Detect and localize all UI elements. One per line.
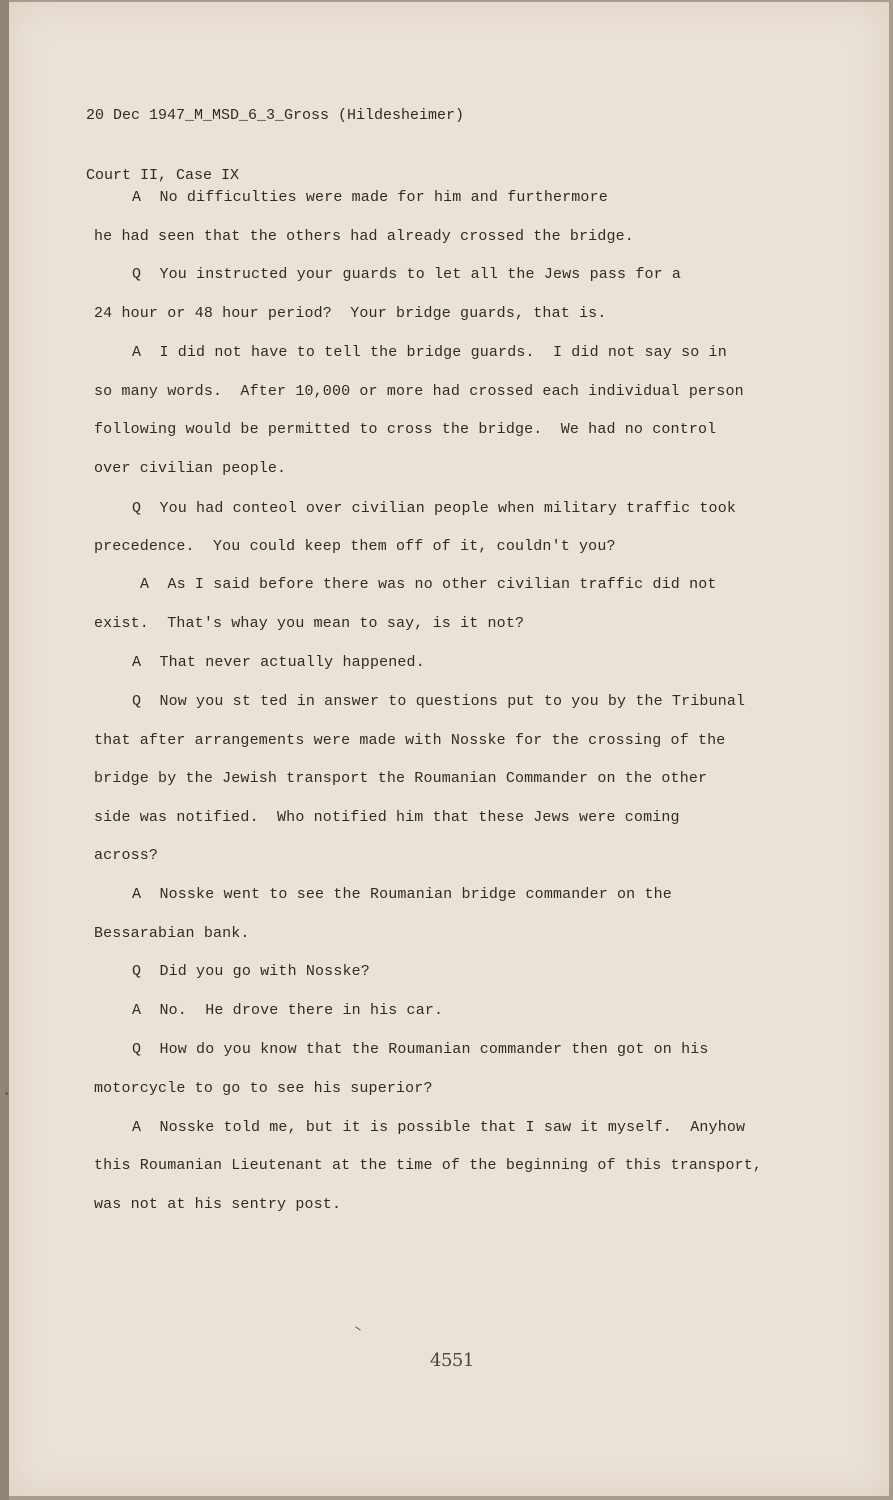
body-line: Q How do you know that the Roumanian commander then got on his (132, 1041, 709, 1058)
body-line: A Nosske went to see the Roumanian bridge commander on the (132, 886, 672, 903)
body-line: Q Did you go with Nosske? (132, 963, 370, 980)
body-line: precedence. You could keep them off of it, couldn't you? (94, 538, 616, 555)
body-line: A That never actually happened. (132, 654, 425, 671)
body-line: A As I said before there was no other civilian traffic did not (140, 576, 717, 593)
page-number: 4551 (430, 1350, 474, 1371)
body-line: following would be permitted to cross the bridge. We had no control (94, 421, 717, 438)
body-line: A Nosske told me, but it is possible that I saw it myself. Anyhow (132, 1119, 746, 1136)
body-line: over civilian people. (94, 460, 287, 477)
document-header (86, 66, 464, 206)
body-line: this Roumanian Lieutenant at the time of the beginning of this transport, (94, 1157, 763, 1174)
body-line: side was notified. Who notified him that these Jews were coming (94, 809, 680, 826)
body-line: bridge by the Jewish transport the Roumanian Commander on the other (94, 770, 708, 787)
body-line: Q Now you st ted in answer to questions put to you by the Tribunal (132, 693, 746, 710)
body-line: motorcycle to go to see his superior? (94, 1080, 433, 1097)
scan-mark (5, 1092, 8, 1095)
header-court-line: Court II, Case IX (86, 167, 240, 184)
body-line: 24 hour or 48 hour period? Your bridge guards, that is. (94, 305, 607, 322)
body-line: A I did not have to tell the bridge guards. I did not say so in (132, 344, 727, 361)
body-line: A No difficulties were made for him and furthermore (132, 189, 608, 206)
body-line: Q You instructed your guards to let all the Jews pass for a (132, 266, 682, 283)
body-line: Bessarabian bank. (94, 925, 250, 942)
body-line: he had seen that the others had already crossed the bridge. (94, 228, 634, 245)
body-line: that after arrangements were made with Nosske for the crossing of the (94, 732, 726, 749)
scan-border (0, 0, 9, 1500)
body-line: A No. He drove there in his car. (132, 1002, 444, 1019)
body-line: across? (94, 847, 159, 864)
body-line: so many words. After 10,000 or more had crossed each individual person (94, 383, 744, 400)
body-line: Q You had conteol over civilian people when military traffic took (132, 500, 736, 517)
body-line: exist. That's whay you mean to say, is it not? (94, 615, 525, 632)
header-date-line: 20 Dec 1947_M_MSD_6_3_Gross (Hildesheimer) (86, 107, 465, 124)
body-line: was not at his sentry post. (94, 1196, 342, 1213)
